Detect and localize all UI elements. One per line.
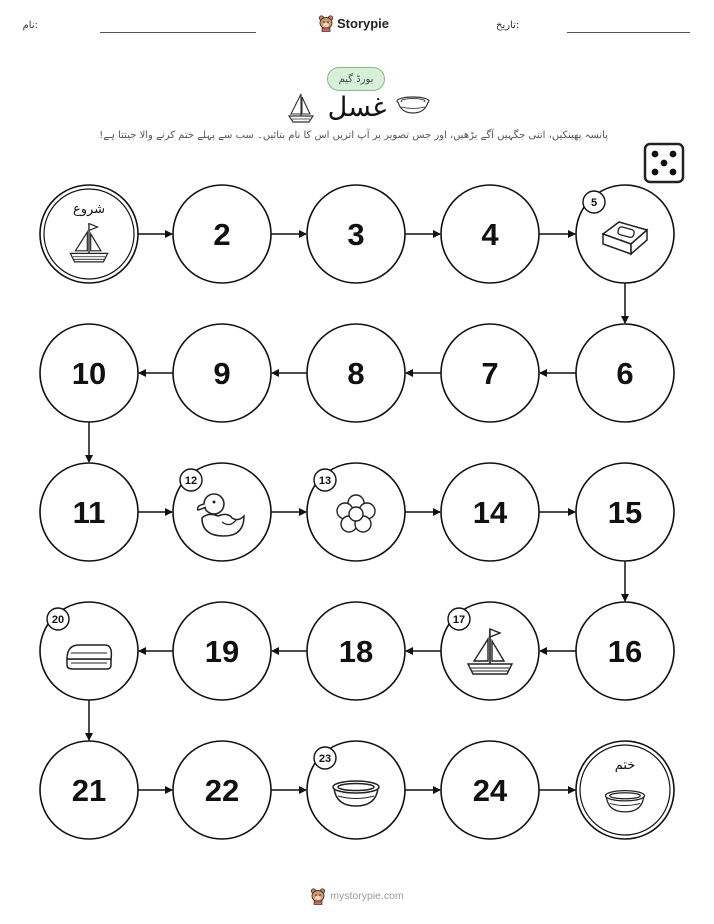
space-number: 14 xyxy=(472,495,508,530)
instructions-text: پانسہ پھینکیں، اتنی جگہیں آگے بڑھیں، اور جس تصویر پر آپ اتریں اس کا نام بتائیں۔ سب سے پہلے ختم کرنے والا جیتتا ہے! xyxy=(99,130,608,141)
board-space-2 xyxy=(173,185,271,283)
board-space-14 xyxy=(441,463,539,561)
board-space-6 xyxy=(576,324,674,422)
name-label: نام: xyxy=(22,20,38,31)
space-number: 4 xyxy=(481,217,499,252)
board-space-7 xyxy=(441,324,539,422)
space-number: 19 xyxy=(204,634,240,669)
space-number: 6 xyxy=(616,356,634,391)
space-number: 2 xyxy=(213,217,231,252)
board-space-20 xyxy=(40,602,138,700)
start-label: شروع xyxy=(72,202,106,217)
board-space-21 xyxy=(40,741,138,839)
board-space-8 xyxy=(307,324,405,422)
board-space-19 xyxy=(173,602,271,700)
board-space-18 xyxy=(307,602,405,700)
board-space-4 xyxy=(441,185,539,283)
space-number: 20 xyxy=(51,614,65,626)
space-number: 12 xyxy=(184,475,198,487)
space-number: 21 xyxy=(71,773,107,808)
board-space-9 xyxy=(173,324,271,422)
space-number: 5 xyxy=(590,197,598,209)
space-number: 22 xyxy=(204,773,240,808)
space-number: 23 xyxy=(318,753,332,765)
space-number: 24 xyxy=(472,773,508,808)
footer xyxy=(0,887,714,905)
board-game-badge: بورڈ گیم xyxy=(327,67,385,91)
space-number: 15 xyxy=(607,495,643,530)
space-number: 13 xyxy=(318,475,332,487)
footer-url: mystorypie.com xyxy=(330,890,404,902)
board-space-23 xyxy=(307,741,405,839)
finish-label: ختم xyxy=(614,758,636,773)
start-space xyxy=(40,185,138,283)
space-number: 8 xyxy=(347,356,365,391)
board-space-17 xyxy=(441,602,539,700)
date-label: تاریخ: xyxy=(496,20,520,31)
finish-space xyxy=(576,741,674,839)
space-number: 9 xyxy=(213,356,231,391)
space-number: 11 xyxy=(72,495,106,530)
folded-towel-icon xyxy=(67,645,111,669)
space-number: 16 xyxy=(607,634,643,669)
board-space-15 xyxy=(576,463,674,561)
brand-name: Storypie xyxy=(337,15,390,31)
board-space-11 xyxy=(40,463,138,561)
board-space-16 xyxy=(576,602,674,700)
space-number: 17 xyxy=(452,614,466,626)
page-title: غسل xyxy=(327,92,387,123)
space-number: 3 xyxy=(347,217,365,252)
board-space-3 xyxy=(307,185,405,283)
board-space-24 xyxy=(441,741,539,839)
board-space-5 xyxy=(576,185,674,283)
board-space-22 xyxy=(173,741,271,839)
space-number: 10 xyxy=(71,356,107,391)
space-number: 18 xyxy=(338,634,374,669)
bear-logo-icon xyxy=(310,887,326,905)
board-space-13 xyxy=(307,463,405,561)
board-space-12 xyxy=(173,463,271,561)
board-space-10 xyxy=(40,324,138,422)
space-number: 7 xyxy=(481,356,499,391)
